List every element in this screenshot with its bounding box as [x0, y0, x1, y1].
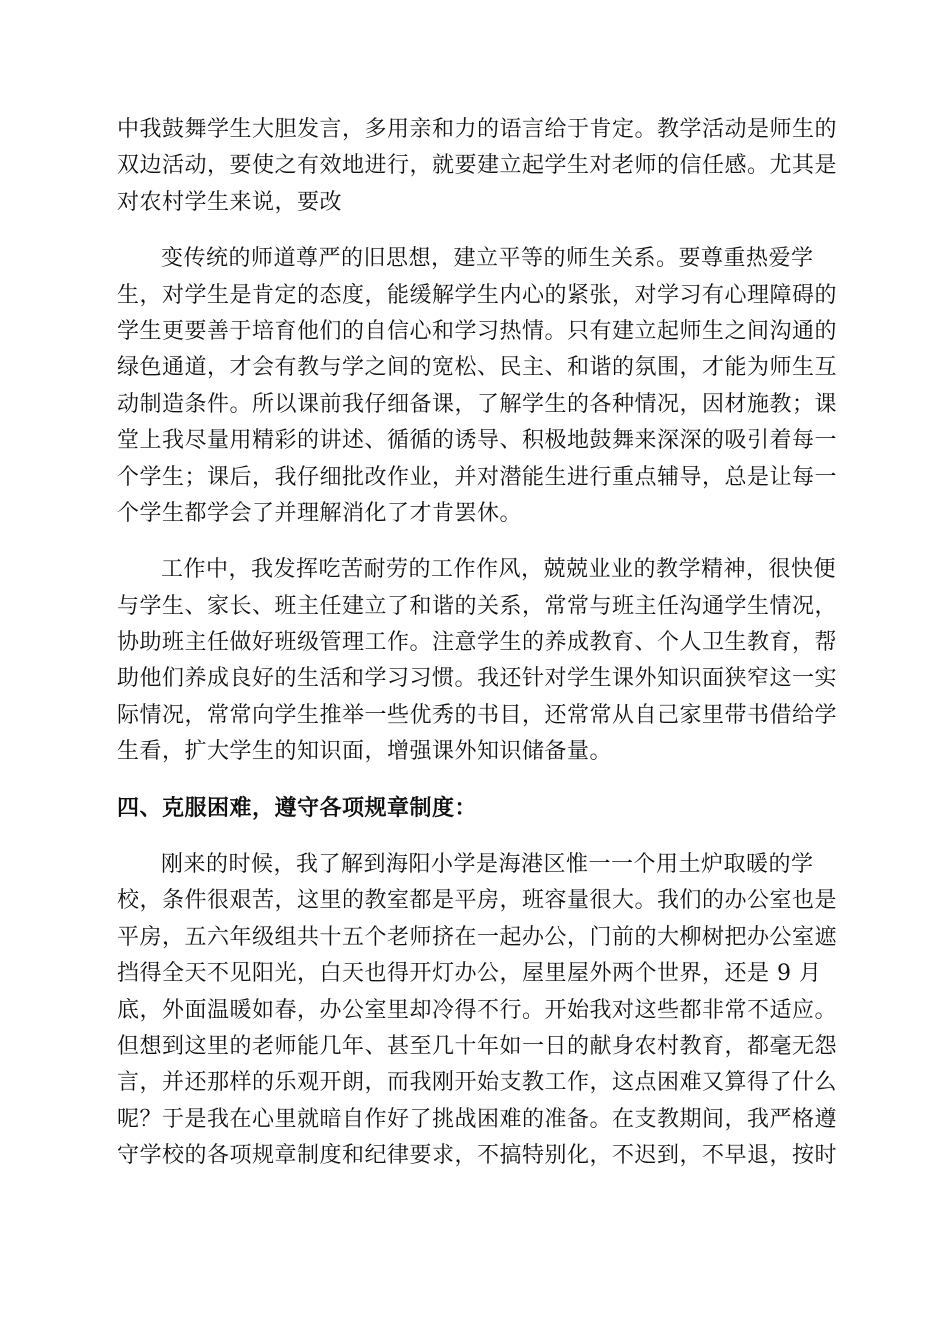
- text-line: 刚来的时候，我了解到海阳小学是海港区惟一一个用土炉取暖的学: [161, 852, 814, 878]
- text-line: 协助班主任做好班级管理工作。注意学生的养成教育、个人卫生教育，帮: [117, 630, 838, 656]
- text-line: 守学校的各项规章制度和纪律要求，不搞特别化，不迟到，不早退，按时: [117, 1143, 838, 1169]
- text-line: 生，对学生是肯定的态度，能缓解学生内心的紧张，对学习有心理障碍的: [117, 282, 838, 308]
- text-line: 双边活动，要使之有效地进行，就要建立起学生对老师的信任感。尤其是: [117, 153, 838, 179]
- paragraph-1: [117, 112, 838, 221]
- text-line: 助他们养成良好的生活和学习习惯。我还针对学生课外知识面狭窄这一实: [117, 666, 838, 692]
- text-line: 中我鼓舞学生大胆发言，多用亲和力的语言给于肯定。教学活动是师生的: [117, 117, 838, 142]
- text-line: 平房，五六年级组共十五个老师挤在一起办公，门前的大柳树把办公室遮: [117, 924, 838, 950]
- text-line: 绿色通道，才会有教与学之间的宽松、民主、和谐的氛围，才能为师生互: [117, 355, 838, 381]
- text-line: 变传统的师道尊严的旧思想，建立平等的师生关系。要尊重热爱学: [161, 246, 814, 272]
- text-line: 工作中，我发挥吃苦耐劳的工作作风，兢兢业业的教学精神，很快便: [161, 557, 837, 583]
- section-heading: 四、克服困难，遵守各项规章制度：: [117, 795, 478, 821]
- paragraph-2: [117, 241, 838, 532]
- text-line: 言，并还那样的乐观开朗，而我刚开始支教工作，这点困难又算得了什么: [117, 1070, 838, 1096]
- text-line: 底，外面温暖如春，办公室里却冷得不行。开始我对这些都非常不适应。: [117, 997, 838, 1023]
- text-line: 个学生都学会了并理解消化了才肯罢休。: [117, 500, 523, 526]
- text-line: 学生更要善于培育他们的自信心和学习热情。只有建立起师生之间沟通的: [117, 318, 838, 344]
- text-line: 生看，扩大学生的知识面，增强课外知识储备量。: [117, 739, 613, 765]
- document-body: [117, 112, 838, 1195]
- text-line: 但想到这里的老师能几年、甚至几十年如一日的献身农村教育，都毫无怨: [117, 1033, 838, 1059]
- text-line: 与学生、家长、班主任建立了和谐的关系，常常与班主任沟通学生情况，: [117, 593, 838, 619]
- text-line: 呢？于是我在心里就暗自作好了挑战困难的准备。在支教期间，我严格遵: [117, 1106, 838, 1132]
- paragraph-3: [117, 552, 838, 770]
- text-line: 个学生；课后，我仔细批改作业，并对潜能生进行重点辅导，总是让每一: [117, 464, 838, 490]
- text-line: 校，条件很艰苦，这里的教室都是平房，班容量很大。我们的办公室也是: [117, 888, 838, 914]
- text-line: 动制造条件。所以课前我仔细备课，了解学生的各种情况，因材施教；课: [117, 391, 838, 417]
- text-line: 挡得全天不见阳光，白天也得开灯办公，屋里屋外两个世界，还是 9 月: [117, 961, 822, 987]
- text-line: 对农村学生来说，要改: [117, 189, 343, 215]
- paragraph-4: [117, 847, 838, 1175]
- text-line: 际情况，常常向学生推举一些优秀的书目，还常常从自己家里带书借给学: [117, 702, 838, 728]
- text-line: 堂上我尽量用精彩的讲述、循循的诱导、积极地鼓舞来深深的吸引着每一: [117, 428, 838, 454]
